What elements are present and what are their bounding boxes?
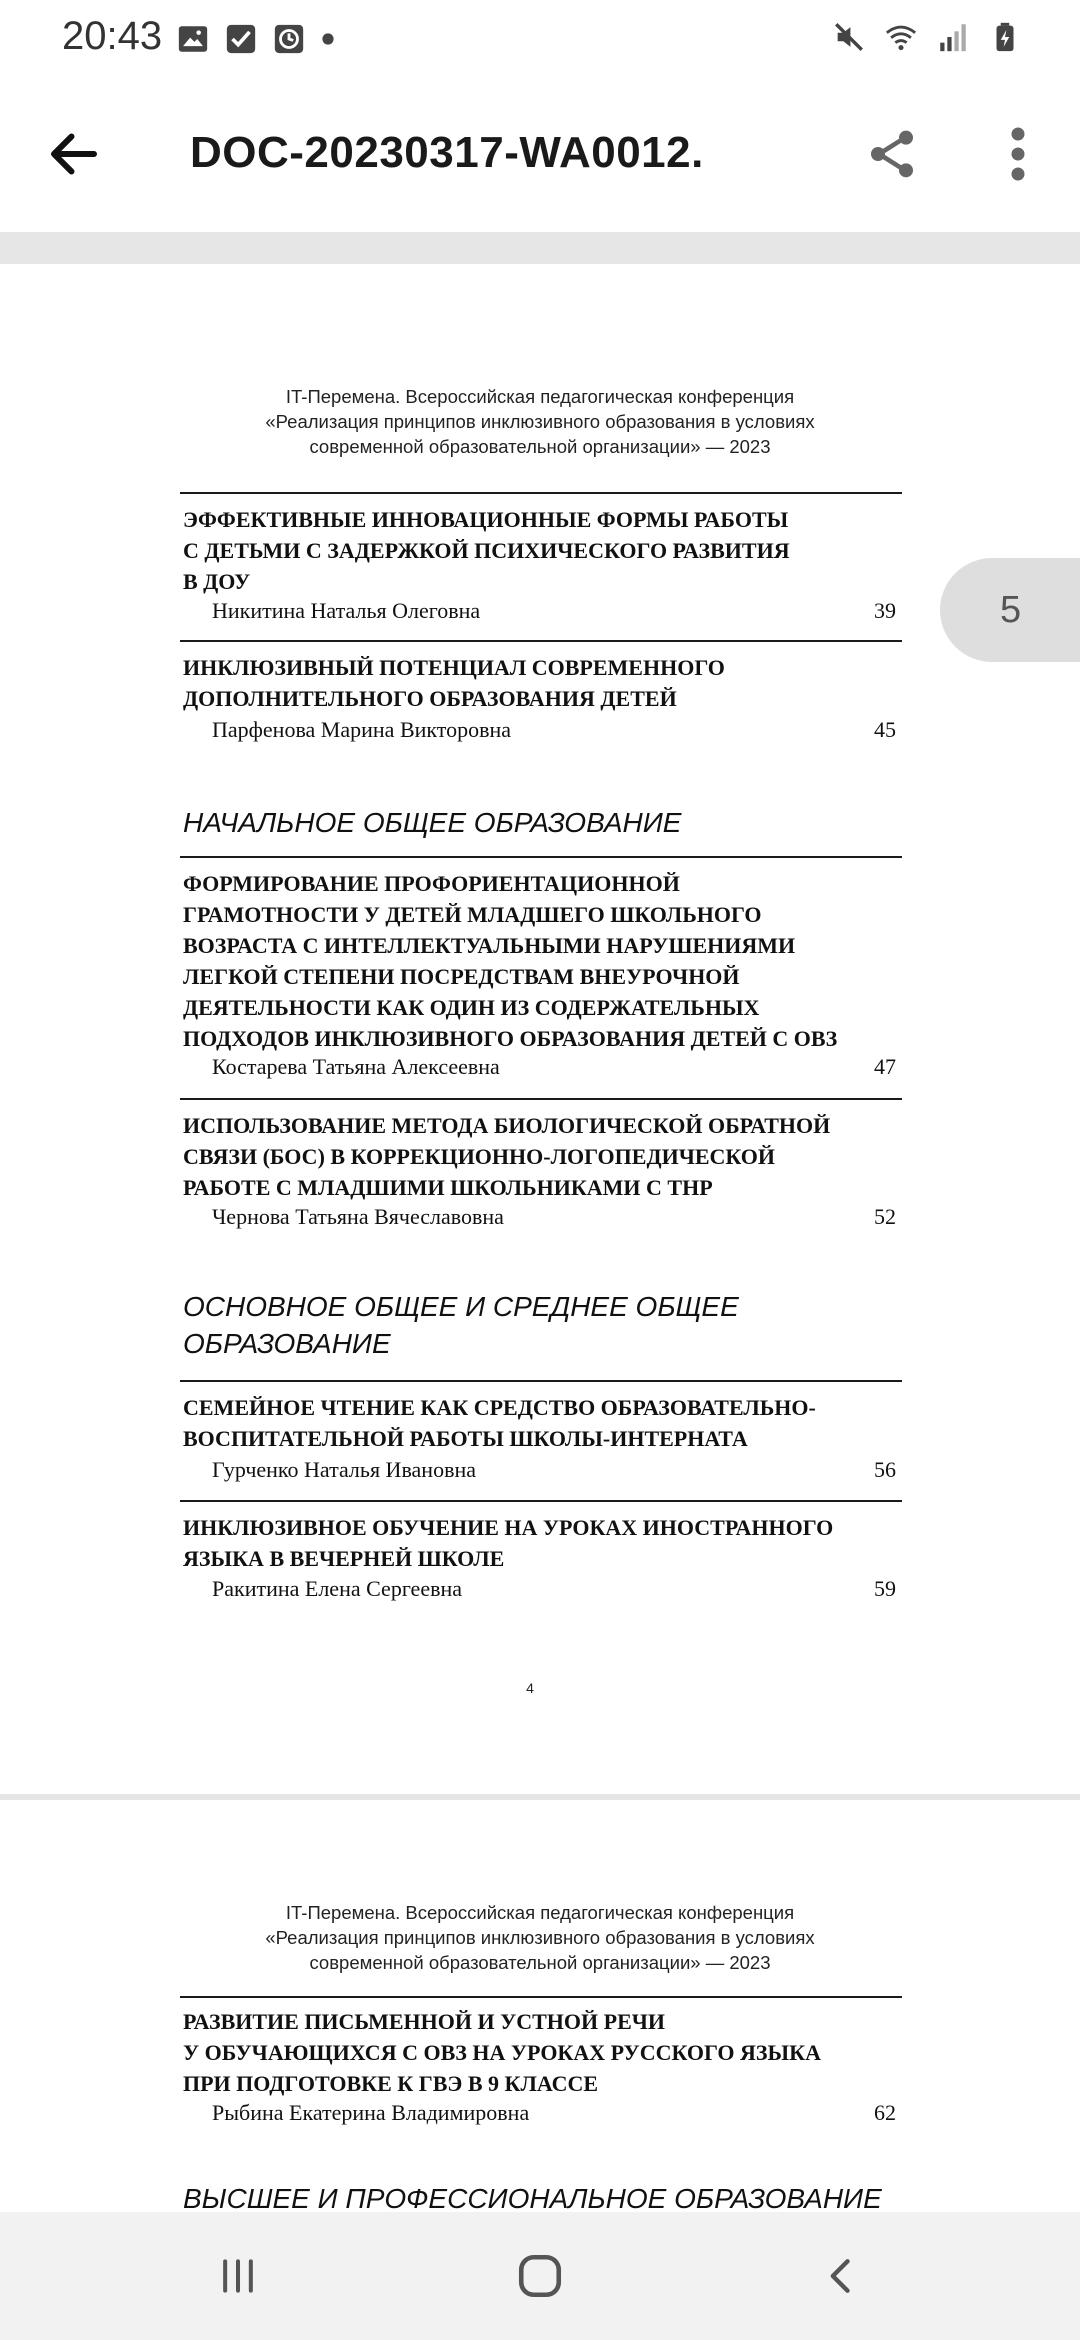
title-line: ФОРМИРОВАНИЕ ПРОФОРИЕНТАЦИОННОЙ	[183, 871, 680, 896]
header-line: «Реализация принципов инклюзивного образования в условиях	[265, 1927, 815, 1948]
conference-header	[180, 384, 900, 459]
divider	[180, 1098, 902, 1100]
title-line: ЭФФЕКТИВНЫЕ ИННОВАЦИОННЫЕ ФОРМЫ РАБОТЫ	[183, 507, 789, 532]
title-line: ЛЕГКОЙ СТЕПЕНИ ПОСРЕДСТВАМ ВНЕУРОЧНОЙ	[183, 964, 740, 989]
navigation-bar	[0, 2212, 1080, 2340]
app-bar	[0, 80, 1080, 232]
gallery-icon	[176, 22, 210, 56]
divider	[180, 1996, 902, 1998]
home-icon	[515, 2251, 565, 2301]
more-vertical-icon	[1008, 124, 1028, 184]
entry-title	[183, 2006, 903, 2099]
entry-page-number: 62	[874, 2100, 896, 2125]
section-title: ВЫСШЕЕ И ПРОФЕССИОНАЛЬНОЕ ОБРАЗОВАНИЕ	[183, 2183, 882, 2212]
title-line: ДОПОЛНИТЕЛЬНОГО ОБРАЗОВАНИЯ ДЕТЕЙ	[183, 686, 677, 711]
title-line: ВОЗРАСТА С ИНТЕЛЛЕКТУАЛЬНЫМИ НАРУШЕНИЯМИ	[183, 933, 796, 958]
entry-author: Парфенова Марина Викторовна	[212, 717, 512, 742]
entry-title	[183, 868, 903, 1054]
divider	[180, 492, 902, 494]
notification-icons	[176, 22, 336, 56]
title-line: ИНКЛЮЗИВНОЕ ОБУЧЕНИЕ НА УРОКАХ ИНОСТРАННОГО	[183, 1515, 834, 1540]
wifi-icon	[884, 20, 918, 54]
section-title-line: ОБРАЗОВАНИЕ	[183, 1328, 391, 1359]
more-options-button[interactable]	[988, 118, 1048, 190]
mute-icon	[832, 20, 866, 54]
nav-back-button[interactable]	[802, 2236, 882, 2316]
entry-author: Ракитина Елена Сергеевна	[212, 1576, 463, 1601]
recents-button[interactable]	[198, 2236, 278, 2316]
document-viewer[interactable]	[0, 232, 1080, 2212]
divider	[180, 856, 902, 858]
title-line: ПРИ ПОДГОТОВКЕ К ГВЭ В 9 КЛАССЕ	[183, 2071, 599, 2096]
entry-title	[183, 1392, 903, 1454]
share-icon	[864, 126, 920, 182]
title-line: ГРАМОТНОСТИ У ДЕТЕЙ МЛАДШЕГО ШКОЛЬНОГО	[183, 902, 762, 927]
arrow-left-icon	[44, 124, 104, 184]
entry-title	[183, 652, 903, 714]
task-check-icon	[224, 22, 258, 56]
status-time: 20:43	[62, 14, 163, 58]
entry-page-number: 59	[874, 1576, 896, 1601]
title-line: В ДОУ	[183, 569, 251, 594]
entry-page-number: 39	[874, 598, 896, 623]
section-title: НАЧАЛЬНОЕ ОБЩЕЕ ОБРАЗОВАНИЕ	[183, 807, 682, 838]
header-line: современной образовательной организации» — 2023	[309, 436, 771, 457]
divider	[180, 1500, 902, 1502]
header-line: IT-Перемена. Всероссийская педагогическая конференция	[285, 386, 795, 407]
entry-title	[183, 1512, 903, 1574]
system-icons	[832, 20, 1022, 54]
entry-author: Никитина Наталья Олеговна	[212, 598, 481, 623]
entry-author: Костарева Татьяна Алексеевна	[212, 1054, 500, 1079]
entry-author: Гурченко Наталья Ивановна	[212, 1457, 477, 1482]
document-title: DOC-20230317-WA0012.	[190, 128, 704, 177]
page-footer-number: 4	[526, 1680, 534, 1696]
divider	[180, 640, 902, 642]
title-line: ДЕЯТЕЛЬНОСТИ КАК ОДИН ИЗ СОДЕРЖАТЕЛЬНЫХ	[183, 995, 760, 1020]
title-line: РАБОТЕ С МЛАДШИМИ ШКОЛЬНИКАМИ С ТНР	[183, 1175, 713, 1200]
more-notifications-dot-icon	[320, 31, 336, 47]
nav-back-icon	[820, 2254, 864, 2298]
title-line: С ДЕТЬМИ С ЗАДЕРЖКОЙ ПСИХИЧЕСКОГО РАЗВИТИЯ	[183, 538, 790, 563]
title-line: ИСПОЛЬЗОВАНИЕ МЕТОДА БИОЛОГИЧЕСКОЙ ОБРАТНОЙ	[183, 1113, 831, 1138]
status-bar	[0, 0, 1080, 80]
title-line: ВОСПИТАТЕЛЬНОЙ РАБОТЫ ШКОЛЫ-ИНТЕРНАТА	[183, 1426, 748, 1451]
document-page	[0, 264, 1080, 1794]
title-line: ИНКЛЮЗИВНЫЙ ПОТЕНЦИАЛ СОВРЕМЕННОГО	[183, 655, 725, 680]
page-indicator: 5	[940, 558, 1080, 662]
title-line: ПОДХОДОВ ИНКЛЮЗИВНОГО ОБРАЗОВАНИЯ ДЕТЕЙ С ОВЗ	[183, 1026, 838, 1051]
back-button[interactable]	[36, 116, 112, 192]
header-line: современной образовательной организации» — 2023	[309, 1952, 771, 1973]
section-title	[183, 1288, 903, 1362]
share-button[interactable]	[856, 118, 928, 190]
entry-page-number: 45	[874, 717, 896, 742]
header-line: IT-Перемена. Всероссийская педагогическая конференция	[285, 1902, 795, 1923]
section-title-line: ОСНОВНОЕ ОБЩЕЕ И СРЕДНЕЕ ОБЩЕЕ	[183, 1291, 739, 1322]
title-line: ЯЗЫКА В ВЕЧЕРНЕЙ ШКОЛЕ	[183, 1546, 505, 1571]
title-line: У ОБУЧАЮЩИХСЯ С ОВЗ НА УРОКАХ РУССКОГО ЯЗЫКА	[183, 2040, 821, 2065]
entry-title	[183, 1110, 903, 1203]
entry-page-number: 52	[874, 1204, 896, 1229]
battery-charging-icon	[988, 20, 1022, 54]
title-line: РАЗВИТИЕ ПИСЬМЕННОЙ И УСТНОЙ РЕЧИ	[183, 2009, 666, 2034]
document-page	[0, 1800, 1080, 2212]
header-line: «Реализация принципов инклюзивного образования в условиях	[265, 411, 815, 432]
clock-icon	[272, 22, 306, 56]
entry-title	[183, 504, 903, 597]
divider	[180, 1380, 902, 1382]
recents-icon	[216, 2254, 260, 2298]
signal-icon	[936, 20, 970, 54]
entry-author: Рыбина Екатерина Владимировна	[212, 2100, 530, 2125]
title-line: СЕМЕЙНОЕ ЧТЕНИЕ КАК СРЕДСТВО ОБРАЗОВАТЕЛЬНО-	[183, 1395, 816, 1420]
conference-header	[180, 1900, 900, 1975]
entry-page-number: 56	[874, 1457, 896, 1482]
entry-page-number: 47	[874, 1054, 896, 1079]
title-line: СВЯЗИ (БОС) В КОРРЕКЦИОННО-ЛОГОПЕДИЧЕСКОЙ	[183, 1144, 776, 1169]
home-button[interactable]	[500, 2236, 580, 2316]
entry-author: Чернова Татьяна Вячеславовна	[212, 1204, 504, 1229]
